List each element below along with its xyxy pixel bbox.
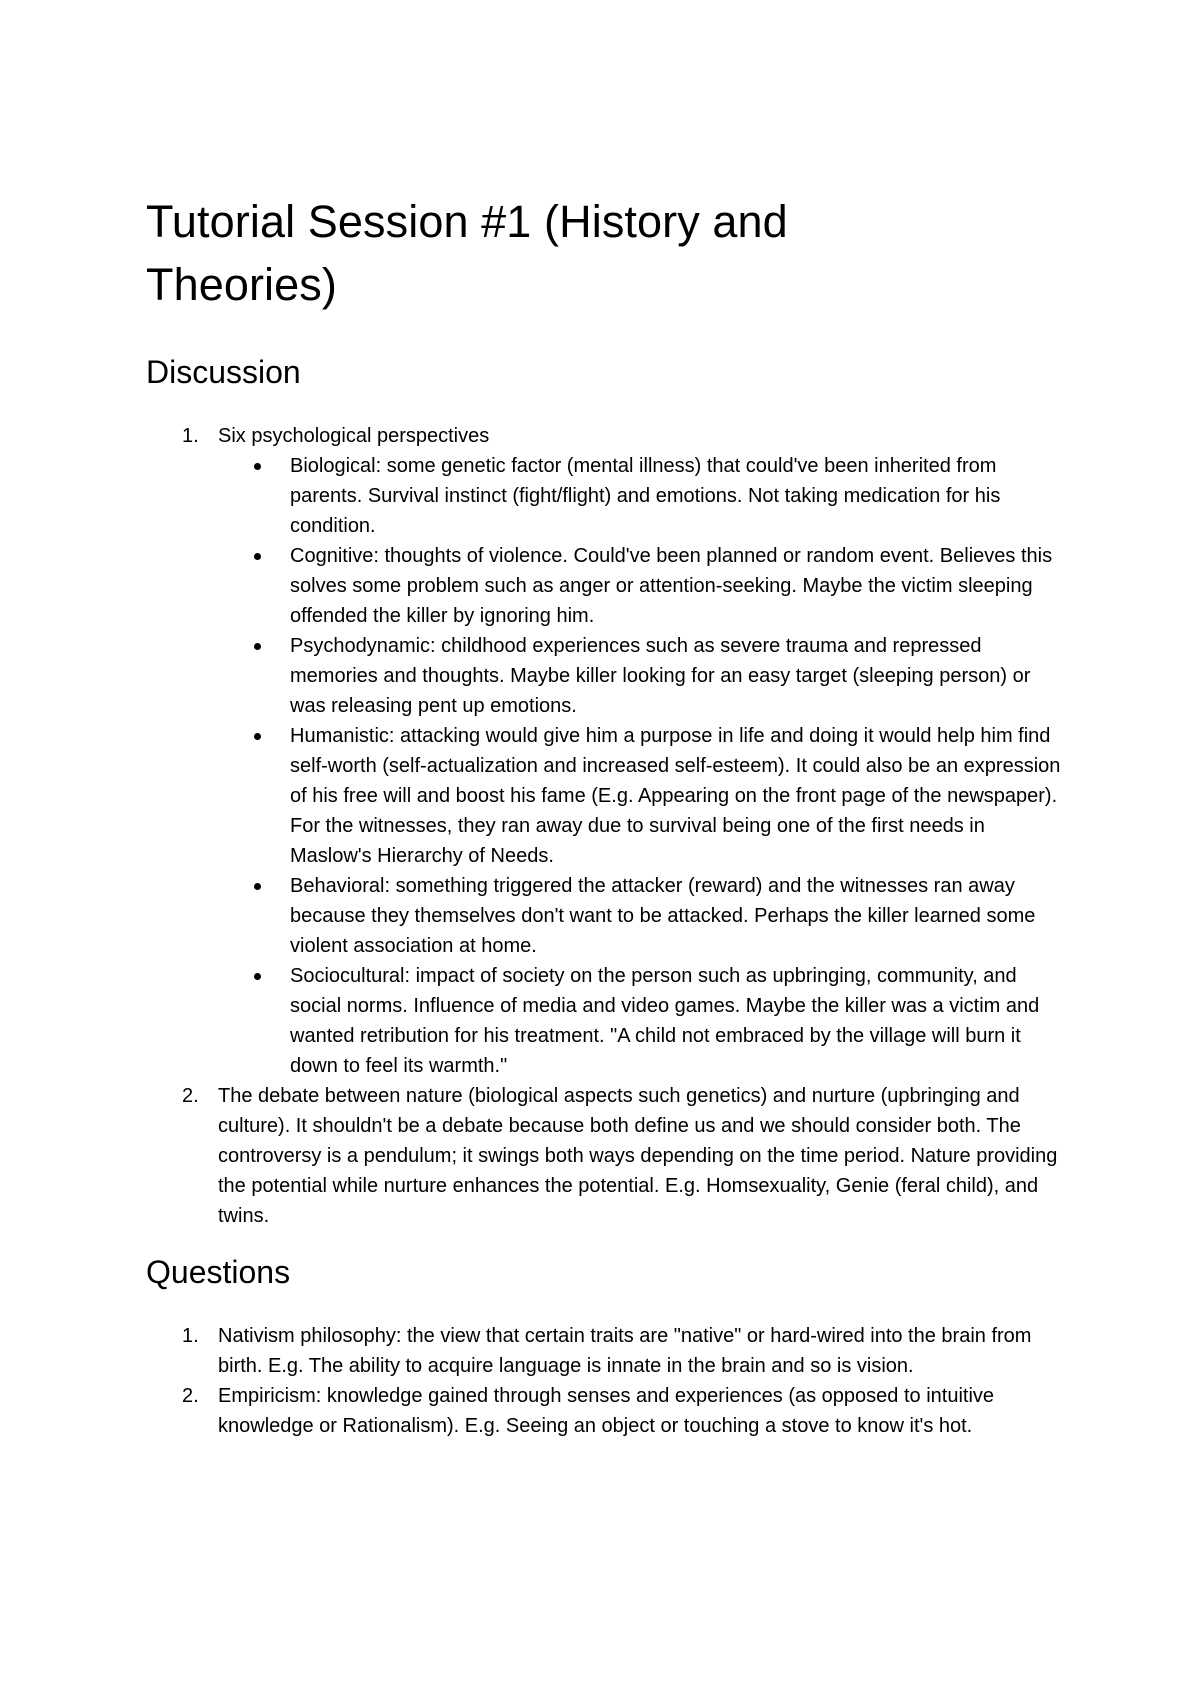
bullet-icon — [218, 451, 290, 481]
perspective-text: Behavioral: something triggered the attacker (reward) and the witnesses ran away because they themselves don't want to be attacked. Perhaps the killer learned some violent association at home. — [290, 875, 1036, 957]
bullet-icon — [218, 631, 290, 661]
document-title: Tutorial Session #1 (History and Theories) — [146, 196, 788, 310]
discussion-list — [146, 421, 1066, 1231]
discussion-item-2 — [146, 1081, 1066, 1231]
perspective-text: Psychodynamic: childhood experiences such as severe trauma and repressed memories and thoughts. Maybe killer looking for an easy target (sleeping person) or was releasing pent up emotions. — [290, 635, 1031, 717]
bullet-icon — [218, 871, 290, 901]
perspective-sociocultural — [218, 961, 1066, 1081]
perspectives-list — [218, 451, 1066, 1081]
list-number: 2. — [182, 1085, 199, 1107]
bullet-icon — [218, 961, 290, 991]
question-item-1-text: Nativism philosophy: the view that certain traits are "native" or hard-wired into the brain from birth. E.g. The ability to acquire language is innate in the brain and so is vision. — [218, 1325, 1032, 1377]
question-item-2 — [146, 1381, 1066, 1441]
list-number: 2. — [182, 1385, 199, 1407]
discussion-item-2-text: The debate between nature (biological aspects such genetics) and nurture (upbringing and culture). It shouldn't be a debate because both define us and we should consider both. The controversy is a pendulum; it swings both ways depending on the time period. Nature providing the potential while nurture enhances the potential. E.g. Homsexuality, Genie (feral child), and twins. — [218, 1085, 1058, 1227]
perspective-text: Humanistic: attacking would give him a purpose in life and doing it would help him find self-worth (self-actualization and increased self-esteem). It could also be an expression of his free will and boost his fame (E.g. Appearing on the front page of the newspaper). For the witnesses, they ran away due to survival being one of the first needs in Maslow's Hierarchy of Needs. — [290, 725, 1061, 867]
perspective-text: Sociocultural: impact of society on the person such as upbringing, community, and social norms. Influence of media and video games. Maybe the killer was a victim and wanted retribution for his treatment. "A child not embraced by the village will burn it down to feel its warmth." — [290, 965, 1040, 1077]
perspective-behavioral — [218, 871, 1066, 961]
perspective-text: Cognitive: thoughts of violence. Could've been planned or random event. Believes this solves some problem such as anger or attention-seeking. Maybe the victim sleeping offended the killer by ignoring him. — [290, 545, 1053, 627]
section-heading-questions: Questions — [146, 1254, 291, 1290]
list-number: 1. — [182, 425, 199, 447]
question-item-2-text: Empiricism: knowledge gained through senses and experiences (as opposed to intuitive knowledge or Rationalism). E.g. Seeing an object or touching a stove to know it's hot. — [218, 1385, 995, 1437]
questions-list — [146, 1321, 1066, 1441]
question-item-1 — [146, 1321, 1066, 1381]
perspective-humanistic — [218, 721, 1066, 871]
perspective-cognitive — [218, 541, 1066, 631]
bullet-icon — [218, 721, 290, 751]
list-number: 1. — [182, 1325, 199, 1347]
section-heading-discussion: Discussion — [146, 354, 301, 390]
perspective-biological — [218, 451, 1066, 541]
discussion-item-1-text: Six psychological perspectives — [218, 425, 490, 447]
bullet-icon — [218, 541, 290, 571]
discussion-item-1-body — [218, 421, 1066, 1081]
perspective-psychodynamic — [218, 631, 1066, 721]
perspective-text: Biological: some genetic factor (mental illness) that could've been inherited from parents. Survival instinct (fight/flight) and emotions. Not taking medication for his condition. — [290, 455, 1001, 537]
discussion-item-1 — [146, 421, 1066, 1081]
